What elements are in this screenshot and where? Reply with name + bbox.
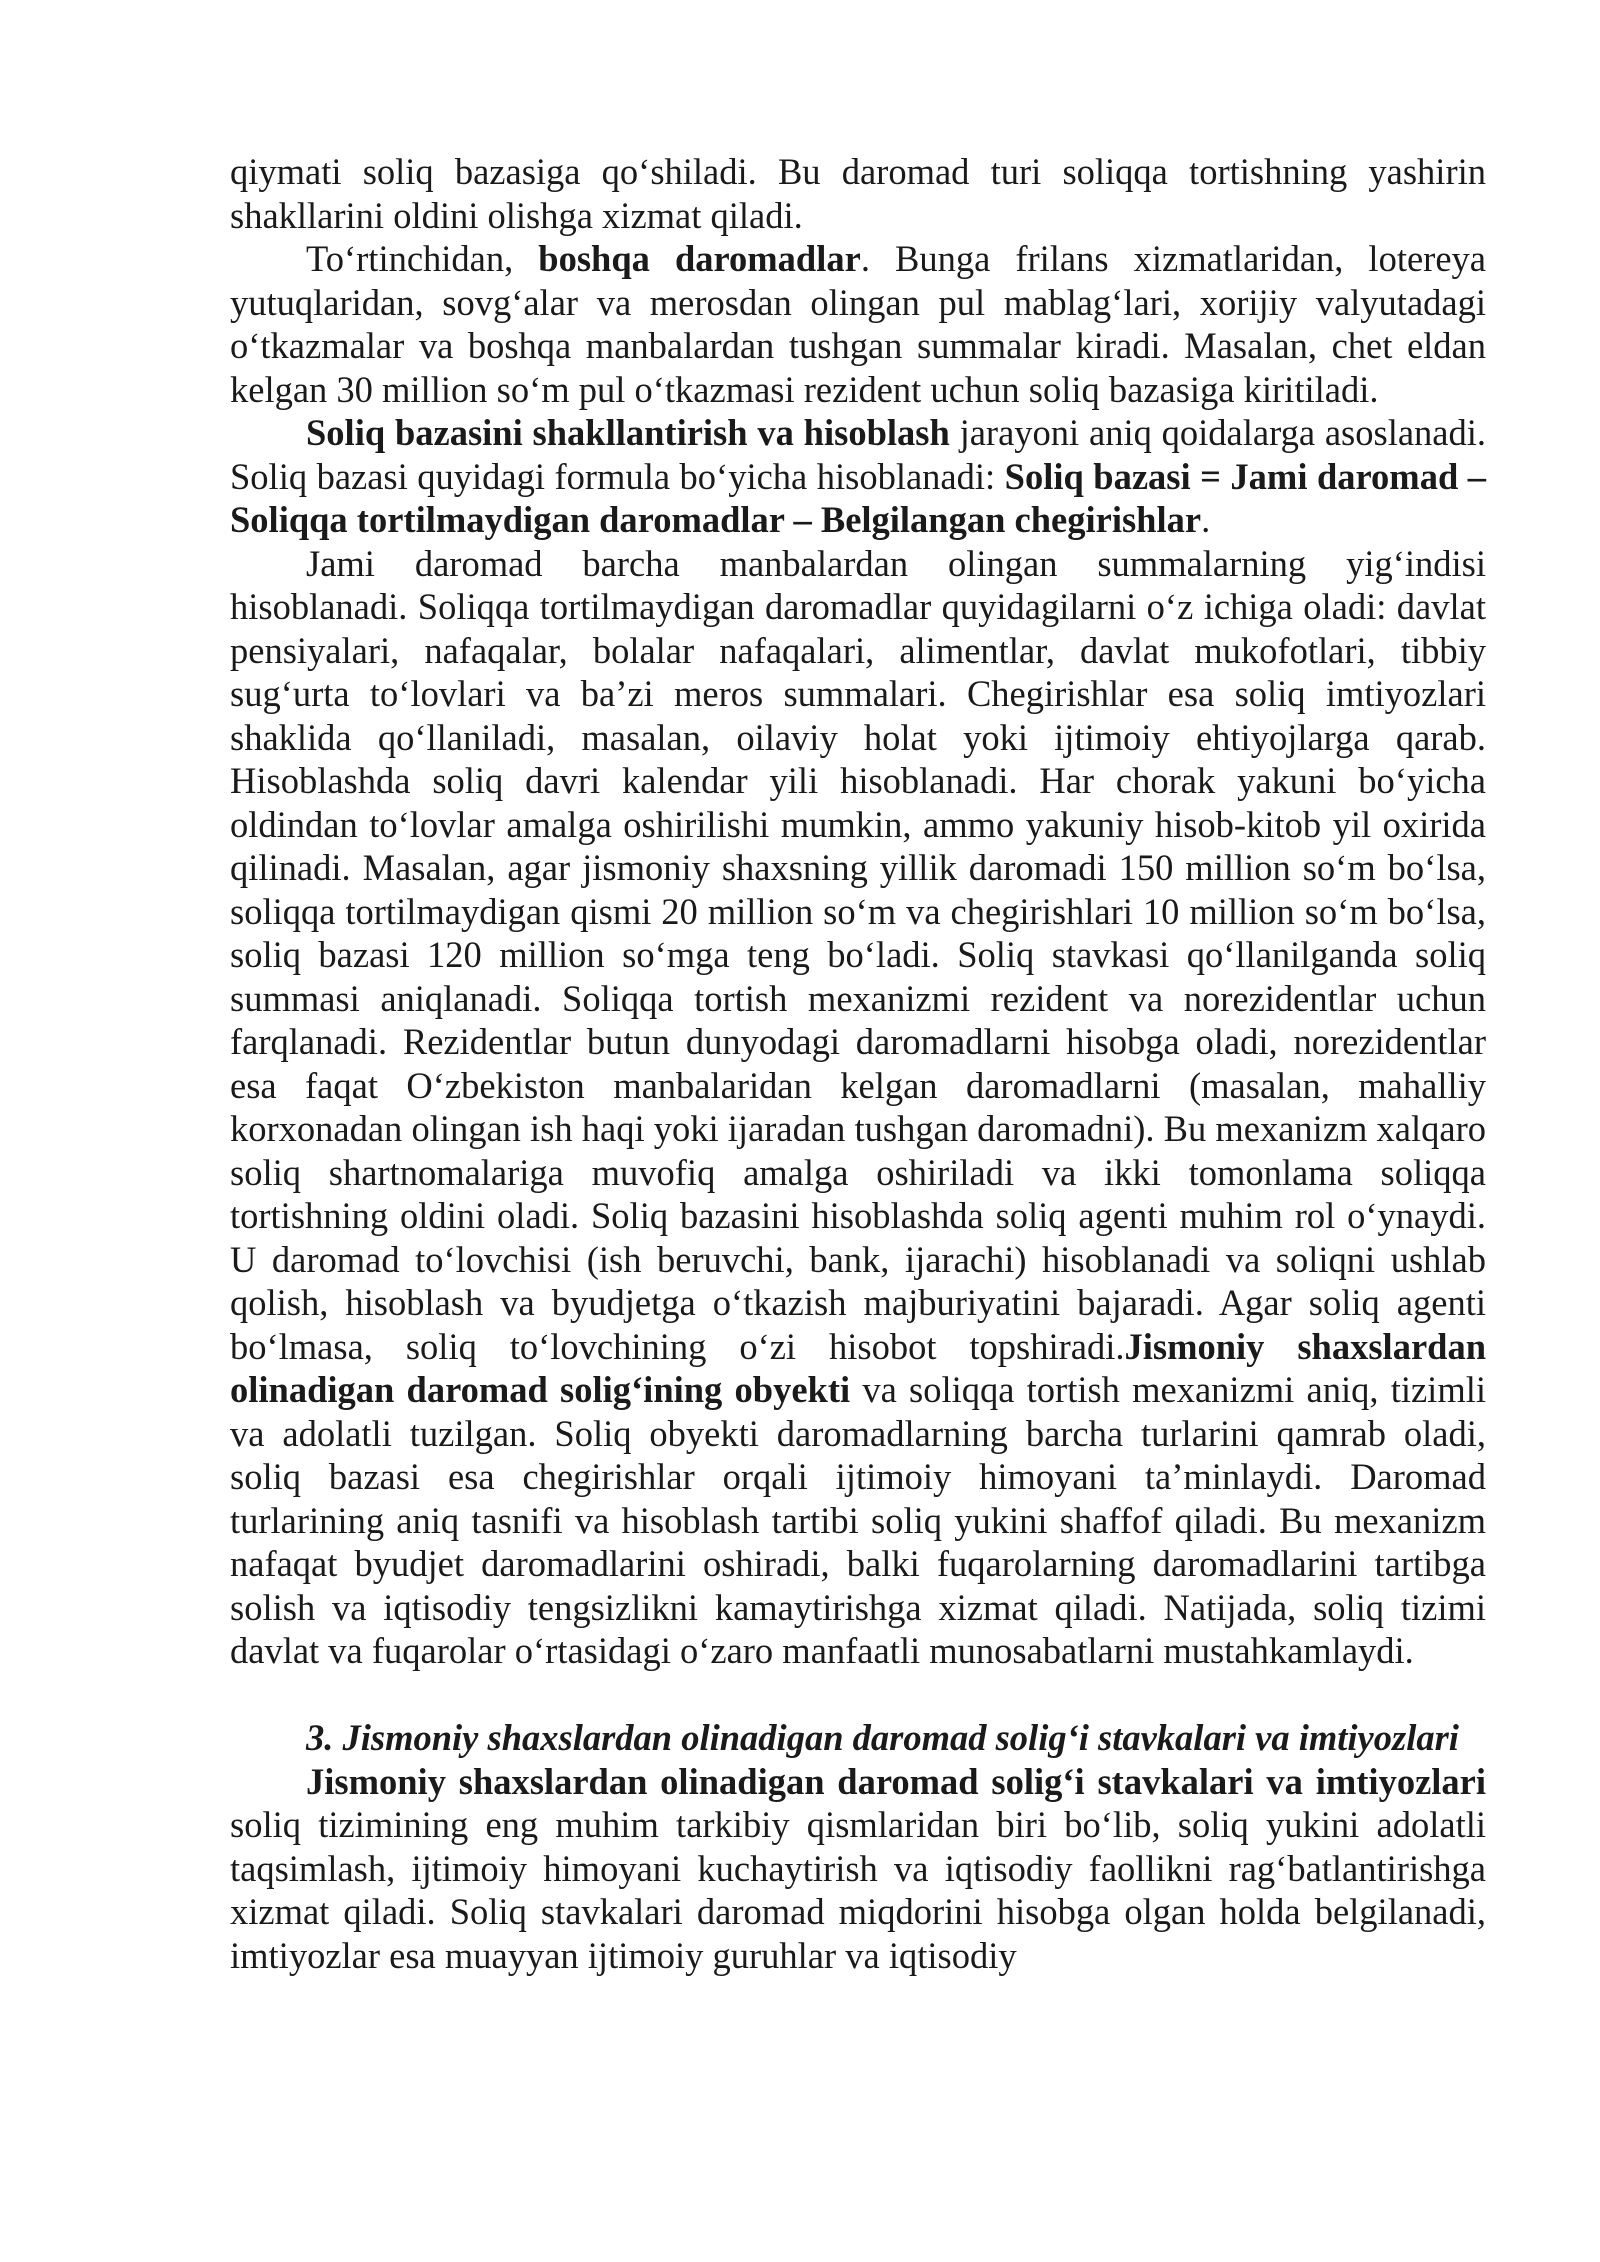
paragraph-3-bold-term: Soliq bazasini shakllantirish va hisoblash bbox=[306, 412, 950, 453]
paragraph-5 bbox=[230, 1760, 1486, 1978]
paragraph-5-bold-term: Jismoniy shaxslardan olinadigan daromad solig‘i stavkalari va imtiyozlari bbox=[306, 1760, 1486, 1802]
paragraph-1-text: qiymati soliq bazasiga qo‘shiladi. Bu daromad turi soliqqa tortishning yashirin shakllarini oldini olishga xizmat qiladi. bbox=[230, 151, 1486, 236]
paragraph-3-run-4: . bbox=[1201, 499, 1211, 540]
paragraph-3-bold-formula: Soliq bazasi = Jami daromad – Soliqqa tortilmaydigan daromadlar – Belgilangan chegirishlar bbox=[230, 455, 1487, 540]
paragraph-2-bold-term: boshqa daromadlar bbox=[538, 238, 861, 279]
paragraph-4-run-1: Jami daromad barcha manbalardan olingan summalarning yig‘indisi hisoblanadi. Soliqqa tortilmaydigan daromadlar quyidagilarni o‘z ichiga oladi: davlat pensiyalari, nafaqalar, bolalar nafaqalari, alimentlar, davlat mukofotlari, tibbiy sug‘urta to‘lovlari va ba’zi meros summalari. Chegirishlar esa soliq imtiyozlari shaklida qo‘llaniladi, masalan, oilaviy holat yoki ijtimoiy ehtiyojlarga qarab. Hisoblashda soliq davri kalendar yili hisoblanadi. Har chorak yakuni bo‘yicha oldindan to‘lovlar amalga oshirilishi mumkin, ammo yakuniy hisob-kitob yil oxirida qilinadi. Masalan, agar jismoniy shaxsning yillik daromadi 150 million so‘m bo‘lsa, soliqqa tortilmaydigan qismi 20 million so‘m va chegirishlari 10 million so‘m bo‘lsa, soliq bazasi 120 million so‘mga teng bo‘ladi. Soliq stavkasi qo‘llanilganda soliq summasi aniqlanadi. Soliqqa tortish mexanizmi rezident va norezidentlar uchun farqlanadi. Rezidentlar butun dunyodagi daromadlarni hisobga oladi, norezidentlar esa faqat O‘zbekiston manbalaridan kelgan daromadlarni (masalan, mahalliy korxonadan olingan ish haqi yoki ijaradan tushgan daromadni). Bu mexanizm xalqaro soliq shartnomalariga muvofiq amalga oshiriladi va ikki tomonlama soliqqa tortishning oldini oladi. Soliq bazasini hisoblashda soliq agenti muhim rol o‘ynaydi. U daromad to‘lovchisi (ish beruvchi, bank, ijarachi) hisoblanadi va soliqni ushlab qolish, hisoblash va byudjetga o‘tkazish majburiyatini bajaradi. Agar soliq agenti bo‘lmasa, soliq to‘lovchining o‘zi hisobot topshiradi. bbox=[230, 542, 1486, 1367]
paragraph-4-bold-term: Jismoniy shaxslardan olinadigan daromad solig‘ining obyekti bbox=[230, 1325, 1486, 1410]
paragraph-4-run-3: va soliqqa tortish mexanizmi aniq, tizimli va adolatli tuzilgan. Soliq obyekti daromadlarning barcha turlarini qamrab oladi, soliq bazasi esa chegirishlar orqali ijtimoiy himoyani ta’minlaydi. Daromad turlarining aniq tasnifi va hisoblash tartibi soliq yukini shaffof qiladi. Bu mexanizm nafaqat byudjet daromadlarini oshiradi, balki fuqarolarning daromadlarini tartibga solish va iqtisodiy tengsizlikni kamaytirishga xizmat qiladi. Natijada, soliq tizimi davlat va fuqarolar o‘rtasidagi o‘zaro manfaatli munosabatlarni mustahkamlaydi. bbox=[230, 1369, 1486, 1671]
body-text-before-heading bbox=[230, 150, 1486, 1673]
paragraph-2 bbox=[230, 237, 1486, 411]
section-heading: 3. Jismoniy shaxslardan olinadigan daromad solig‘i stavkalari va imtiyozlari bbox=[306, 1717, 1459, 1758]
document-page bbox=[230, 150, 1486, 1977]
paragraph-3-run-2: jarayoni aniq qoidalarga asoslanadi. Soliq bazasi quyidagi formula bo‘yicha hisoblanadi: bbox=[230, 412, 1486, 497]
blank-line bbox=[230, 1673, 1486, 1717]
paragraph-3 bbox=[230, 411, 1486, 542]
paragraph-2-run-1: To‘rtinchidan, bbox=[306, 238, 539, 279]
paragraph-1 bbox=[230, 150, 1486, 237]
paragraph-2-run-3: . Bunga frilans xizmatlaridan, lotereya yutuqlaridan, sovg‘alar va merosdan olingan pul mablag‘lari, xorijiy valyutadagi o‘tkazmalar va boshqa manbalardan tushgan summalar kiradi. Masalan, chet eldan kelgan 30 million so‘m pul o‘tkazmasi rezident uchun soliq bazasiga kiritiladi. bbox=[230, 238, 1486, 410]
paragraph-5-run-2: soliq tizimining eng muhim tarkibiy qismlaridan biri bo‘lib, soliq yukini adolatli taqsimlash, ijtimoiy himoyani kuchaytirish va iqtisodiy faollikni rag‘batlantirishga xizmat qiladi. Soliq stavkalari daromad miqdorini hisobga olgan holda belgilanadi, imtiyozlar esa muayyan ijtimoiy guruhlar va iqtisodiy bbox=[230, 1804, 1486, 1976]
paragraph-4 bbox=[230, 542, 1486, 1673]
